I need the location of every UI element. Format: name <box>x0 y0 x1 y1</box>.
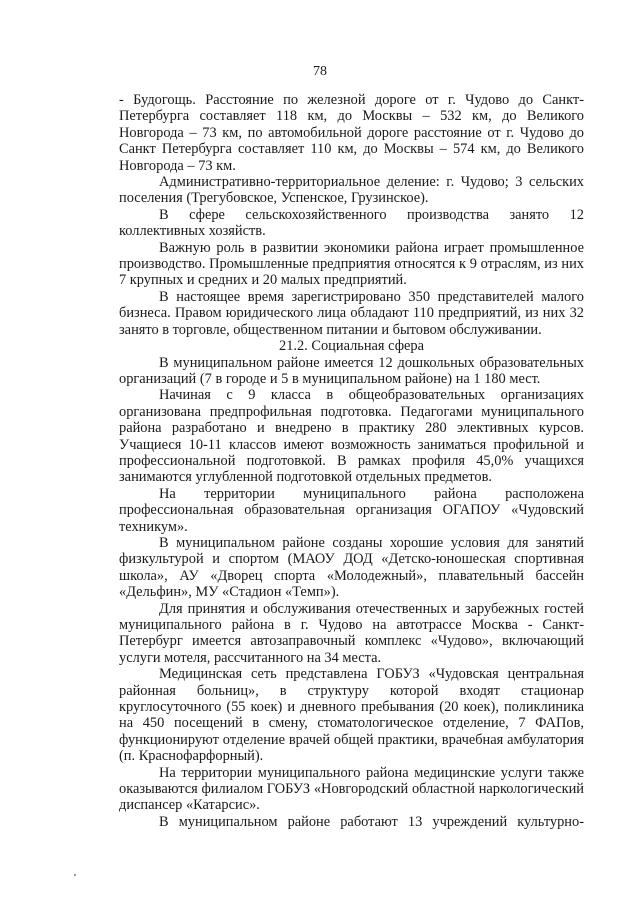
section-heading: 21.2. Социальная сфера <box>279 338 424 355</box>
paragraph-preschool: В муниципальном районе имеется 12 дошкольных образовательных организаций (7 в городе и 5 в муниципальном районе) на 1 180 мест. <box>119 354 584 387</box>
paragraph-sports: В муниципальном районе созданы хорошие условия для занятий физкультурой и спортом (МАОУ ДОД «Детско-юношеская спортивная школа», АУ «Дворец спорта «Молодежный», плавательный бассейн «Дельфин», МУ «Стадион «Темп»). <box>119 534 584 601</box>
paragraph-agriculture: В сфере сельскохозяйственного производства занято 12 коллективных хозяйств. <box>119 206 584 240</box>
paragraph-college: На территории муниципального района расположена профессиональная образовательная организация ОГАПОУ «Чудовский техникум». <box>119 485 584 535</box>
paragraph-distances: - Будогощь. Расстояние по железной дороге от г. Чудово до Санкт-Петербурга составляет 118 км, до Москвы – 532 км, до Великого Новгорода – 73 км, по автомобильной дороге расстояние от г. Чудово до Санкт Петербурга составляет 110 км, до Москвы – 574 км, до Великого Новгорода – 73 км. <box>119 92 584 174</box>
page-body <box>119 92 584 830</box>
page-number: 78 <box>313 64 327 79</box>
paragraph-tourism: Для принятия и обслуживания отечественных и зарубежных гостей муниципального района в г. Чудово на автотрассе Москва - Санкт-Петербург имеется автозаправочный комплекс «Чудово», включающий услуги мотеля, рассчитанного на 34 места. <box>119 600 584 666</box>
scan-speck <box>74 874 76 876</box>
paragraph-admin-division: Административно-территориальное деление: г. Чудово; 3 сельских поселения (Трегубовское, Успенское, Грузинское). <box>119 174 584 207</box>
paragraph-culture: В муниципальном районе работают 13 учреждений культурно- <box>159 813 584 830</box>
paragraph-healthcare: Медицинская сеть представлена ГОБУЗ «Чудовская центральная районная больниц», в структуру которой входят стационар круглосуточного (55 коек) и дневного пребывания (20 коек), поликлиника на 450 посещений в смену, стоматологическое отделение, 7 ФАПов, функционируют отделение врачей общей практики, врачебная амбулатория (п. Краснофарфорный). <box>119 666 584 765</box>
paragraph-industry: Важную роль в развитии экономики района играет промышленное производство. Промышленные предприятия относятся к 9 отраслям, из них 7 крупных и средних и 20 малых предприятий. <box>119 239 584 289</box>
paragraph-small-business: В настоящее время зарегистрировано 350 представителей малого бизнеса. Правом юридического лица обладают 110 предприятий, из них 32 занято в торговле, общественном питании и бытовом обслуживании. <box>119 288 584 338</box>
paragraph-schools: Начиная с 9 класса в общеобразовательных организациях организована предпрофильная подготовка. Педагогами муниципального района разработано и внедрено в практику 280 элективных курсов. Учащиеся 10-11 классов имеют возможность заниматься профильной и профессиональной подготовкой. В рамках профиля 45,0% учащихся занимаются углубленной подготовкой отдельных предметов. <box>119 387 584 486</box>
paragraph-narcology: На территории муниципального района медицинские услуги также оказываются филиалом ГОБУЗ «Новгородский областной наркологический диспансер «Катарсис». <box>119 764 584 814</box>
